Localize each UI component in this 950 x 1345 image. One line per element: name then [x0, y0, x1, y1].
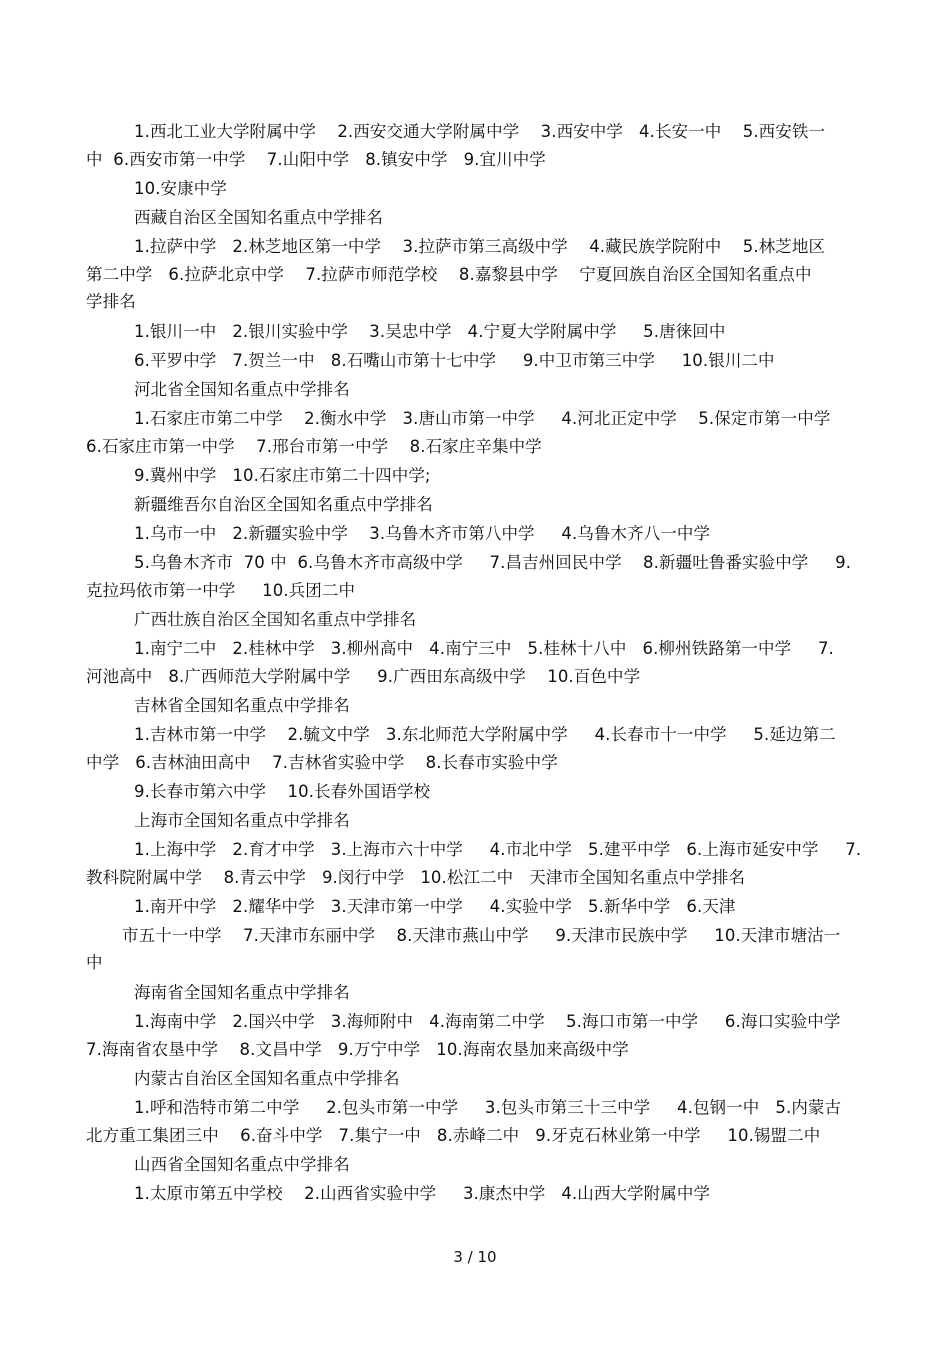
text-line: 学排名: [86, 292, 136, 311]
text-line: 1.海南中学 2.国兴中学 3.海师附中 4.海南第二中学 5.海口市第一中学 6.海口实验中学: [134, 1012, 841, 1031]
text-line: 1.南开中学 2.耀华中学 3.天津市第一中学 4.实验中学 5.新华中学 6.天津: [134, 897, 736, 916]
text-line: 中学 6.吉林油田高中 7.吉林省实验中学 8.长春市实验中学: [86, 753, 558, 772]
text-line: 教科院附属中学 8.青云中学 9.闵行中学 10.松江二中 天津市全国知名重点中学排名: [86, 868, 746, 887]
text-line: 9.冀州中学 10.石家庄市第二十四中学;: [134, 466, 431, 485]
text-line: 1.西北工业大学附属中学 2.西安交通大学附属中学 3.西安中学 4.长安一中 5.西安铁一: [134, 122, 826, 141]
text-line: 7.海南省农垦中学 8.文昌中学 9.万宁中学 10.海南农垦加来高级中学: [86, 1040, 629, 1059]
section-heading: 新疆维吾尔自治区全国知名重点中学排名: [134, 495, 433, 514]
text-line: 中 6.西安市第一中学 7.山阳中学 8.镇安中学 9.宜川中学: [86, 150, 546, 169]
section-heading: 海南省全国知名重点中学排名: [134, 983, 350, 1002]
text-line: 1.上海中学 2.育才中学 3.上海市六十中学 4.市北中学 5.建平中学 6.上海市延安中学 7.: [134, 840, 862, 859]
section-heading: 吉林省全国知名重点中学排名: [134, 696, 350, 715]
text-line: 1.吉林市第一中学 2.毓文中学 3.东北师范大学附属中学 4.长春市十一中学 5.延边第二: [134, 725, 836, 744]
text-line: 1.太原市第五中学校 2.山西省实验中学 3.康杰中学 4.山西大学附属中学: [134, 1184, 711, 1203]
text-line: 中: [86, 953, 103, 972]
text-line: 1.银川一中 2.银川实验中学 3.吴忠中学 4.宁夏大学附属中学 5.唐徕回中: [134, 322, 726, 341]
text-line: 河池高中 8.广西师范大学附属中学 9.广西田东高级中学 10.百色中学: [86, 667, 641, 686]
text-line: 9.长春市第六中学 10.长春外国语学校: [134, 782, 431, 801]
text-line: 6.石家庄市第一中学 7.邢台市第一中学 8.石家庄辛集中学: [86, 437, 542, 456]
section-heading: 内蒙古自治区全国知名重点中学排名: [134, 1069, 400, 1088]
text-line: 北方重工集团三中 6.奋斗中学 7.集宁一中 8.赤峰二中 9.牙克石林业第一中学 10.锡盟二中: [86, 1126, 821, 1145]
text-line: 1.石家庄市第二中学 2.衡水中学 3.唐山市第一中学 4.河北正定中学 5.保定市第一中学: [134, 409, 831, 428]
text-line: 1.呼和浩特市第二中学 2.包头市第一中学 3.包头市第三十三中学 4.包钢一中 5.内蒙古: [134, 1098, 842, 1117]
text-line: 5.乌鲁木齐市 70 中 6.乌鲁木齐市高级中学 7.昌吉州回民中学 8.新疆吐鲁番实验中学 9.: [134, 553, 852, 572]
section-heading: 广西壮族自治区全国知名重点中学排名: [134, 610, 417, 629]
text-line: 克拉玛依市第一中学 10.兵团二中: [86, 581, 356, 600]
text-line: 10.安康中学: [134, 179, 227, 198]
text-line: 第二中学 6.拉萨北京中学 7.拉萨市师范学校 8.嘉黎县中学 宁夏回族自治区全国知名重点中: [86, 265, 812, 284]
section-heading: 山西省全国知名重点中学排名: [134, 1155, 350, 1174]
text-line: 1.乌市一中 2.新疆实验中学 3.乌鲁木齐市第八中学 4.乌鲁木齐八一中学: [134, 524, 711, 543]
text-line: 6.平罗中学 7.贺兰一中 8.石嘴山市第十七中学 9.中卫市第三中学 10.银川二中: [134, 351, 775, 370]
text-line: 1.拉萨中学 2.林芝地区第一中学 3.拉萨市第三高级中学 4.藏民族学院附中 5.林芝地区: [134, 237, 826, 256]
text-line: 市五十一中学 7.天津市东丽中学 8.天津市燕山中学 9.天津市民族中学 10.天津市塘沽一: [122, 926, 841, 945]
section-heading: 西藏自治区全国知名重点中学排名: [134, 208, 383, 227]
page-number: 3 / 10: [453, 1248, 497, 1266]
text-line: 1.南宁二中 2.桂林中学 3.柳州高中 4.南宁三中 5.桂林十八中 6.柳州铁路第一中学 7.: [134, 639, 834, 658]
section-heading: 河北省全国知名重点中学排名: [134, 380, 350, 399]
section-heading: 上海市全国知名重点中学排名: [134, 811, 350, 830]
